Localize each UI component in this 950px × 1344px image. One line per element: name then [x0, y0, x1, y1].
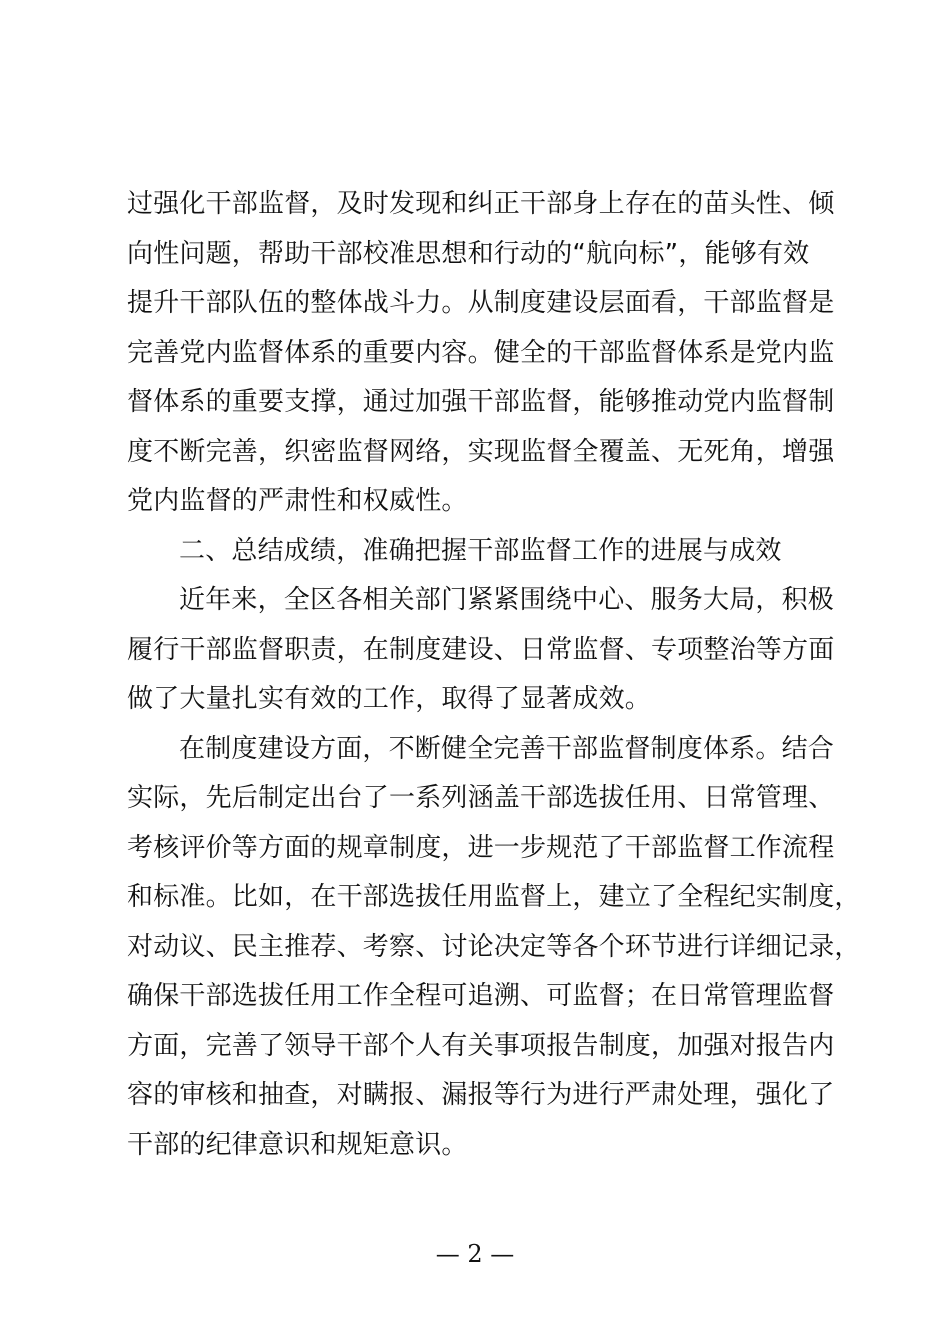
text-line: 确保干部选拔任用工作全程可追溯、可监督；在日常管理监督 — [127, 981, 835, 1011]
document-body — [127, 180, 861, 1170]
text-line: 提升干部队伍的整体战斗力。从制度建设层面看，干部监督是 — [127, 288, 835, 318]
text-line: 督体系的重要支撑，通过加强干部监督，能够推动党内监督制 — [127, 387, 835, 417]
text-line: 方面，完善了领导干部个人有关事项报告制度，加强对报告内 — [127, 1030, 835, 1061]
text-line: 容的审核和抽查，对瞒报、漏报等行为进行严肃处理，强化了 — [127, 1080, 835, 1110]
text-line: 对动议、民主推荐、考察、讨论决定等各个环节进行详细记录， — [127, 931, 861, 962]
page-number: — 2 — — [435, 1240, 515, 1268]
text-line: 党内监督的严肃性和权威性。 — [127, 486, 468, 516]
paragraph-supervision-significance — [127, 180, 857, 527]
text-line: 过强化干部监督，及时发现和纠正干部身上存在的苗头性、倾 — [127, 189, 835, 219]
text-line: 做了大量扎实有效的工作，取得了显著成效。 — [127, 684, 652, 714]
text-line: 干部的纪律意识和规矩意识。 — [127, 1129, 468, 1160]
text-line: 近年来，全区各相关部门紧紧围绕中心、服务大局，积极 — [179, 585, 835, 615]
text-line: 履行干部监督职责，在制度建设、日常监督、专项整治等方面 — [127, 634, 835, 665]
paragraph-achievements-intro — [127, 576, 857, 725]
text-line: 和标准。比如，在干部选拔任用监督上，建立了全程纪实制度， — [127, 882, 861, 912]
text-line: 在制度建设方面，不断健全完善干部监督制度体系。结合 — [179, 733, 835, 764]
text-line: 实际，先后制定出台了一系列涵盖干部选拔任用、日常管理、 — [127, 783, 835, 813]
text-line: 向性问题，帮助干部校准思想和行动的“航向标”，能够有效 — [127, 238, 810, 269]
text-line: 完善党内监督体系的重要内容。健全的干部监督体系是党内监 — [127, 337, 835, 368]
section-heading-2 — [127, 527, 857, 577]
paragraph-system-construction — [127, 725, 861, 1171]
text-line: 度不断完善，织密监督网络，实现监督全覆盖、无死角，增强 — [127, 436, 835, 467]
heading-line: 二、总结成绩，准确把握干部监督工作的进展与成效 — [179, 535, 782, 566]
text-line: 考核评价等方面的规章制度，进一步规范了干部监督工作流程 — [127, 832, 835, 863]
